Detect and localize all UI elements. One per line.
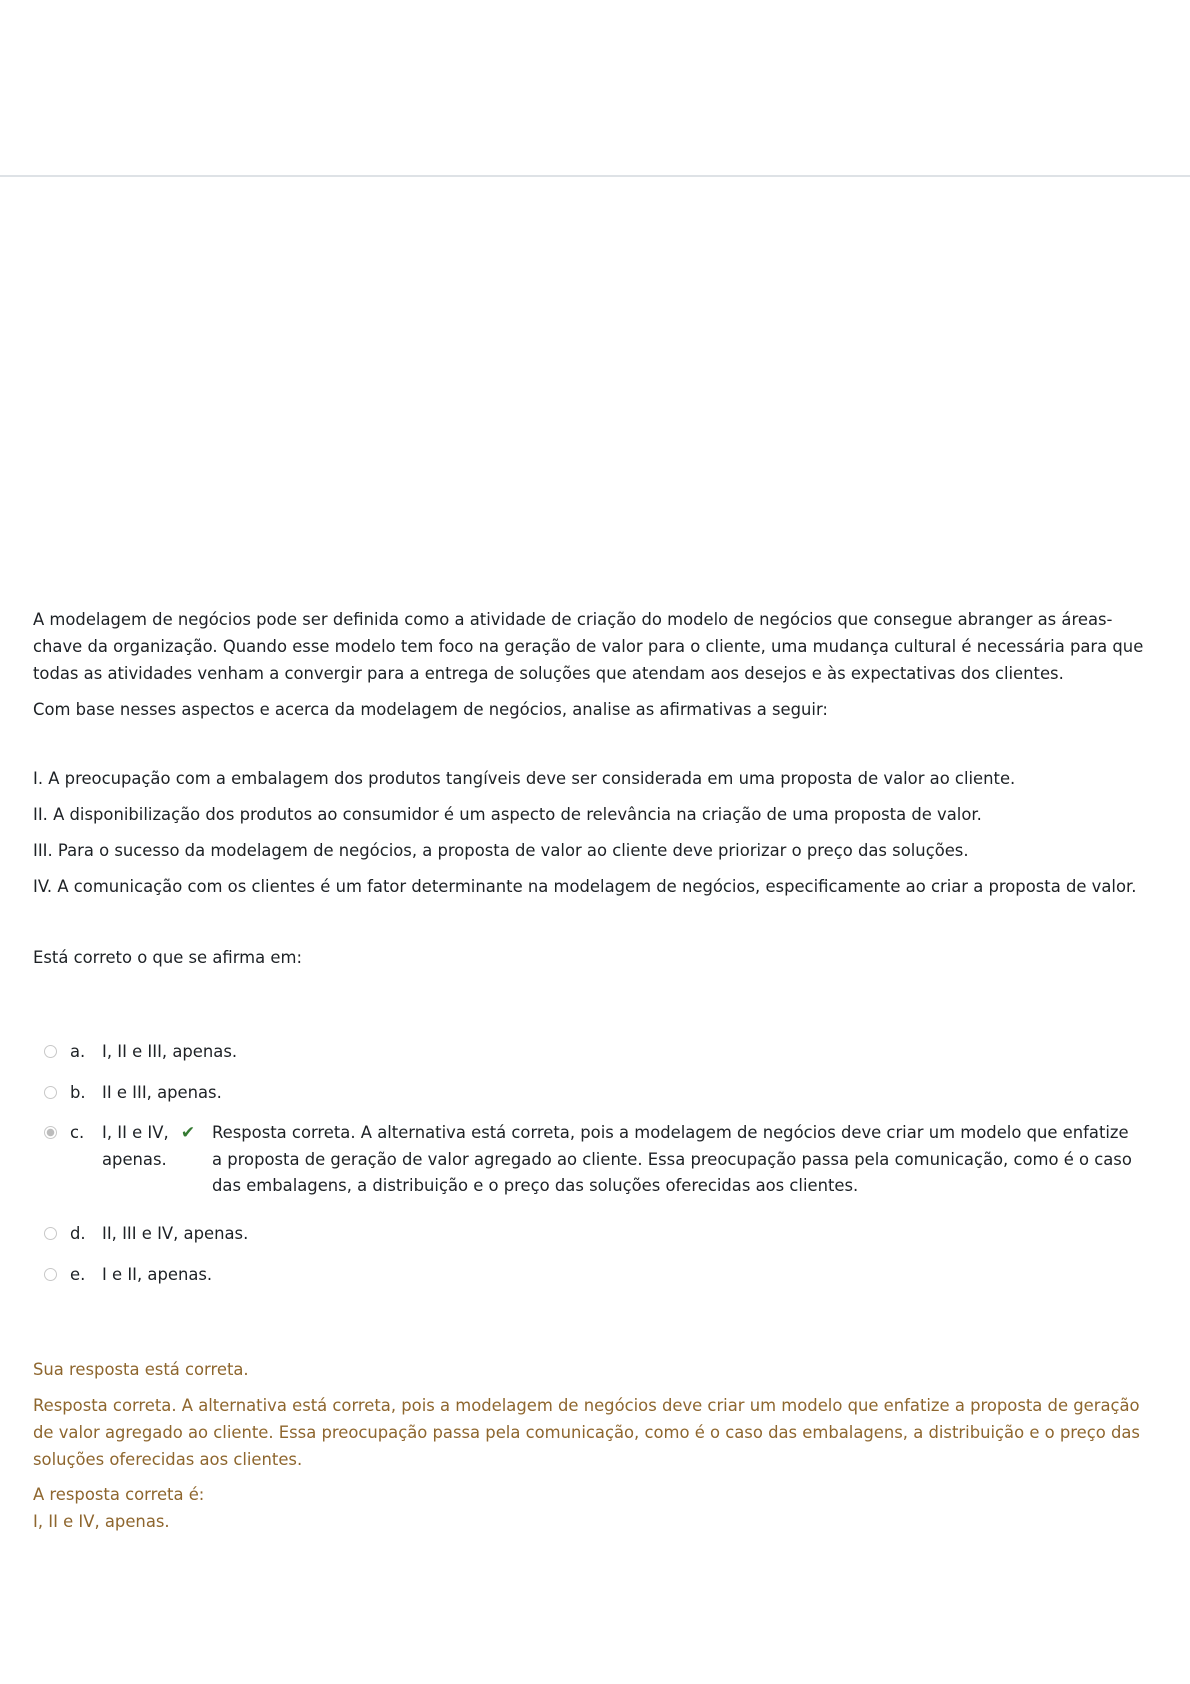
radio-e[interactable]	[44, 1268, 57, 1281]
option-c[interactable]	[44, 1120, 1154, 1200]
check-icon: ✔	[180, 1123, 196, 1143]
radio-d[interactable]	[44, 1227, 57, 1240]
radio-c-selected[interactable]	[44, 1126, 57, 1139]
option-letter: b.	[70, 1083, 86, 1102]
header-divider	[0, 175, 1190, 177]
option-text: II, III e IV, apenas.	[102, 1224, 249, 1243]
radio-b[interactable]	[44, 1086, 57, 1099]
question-prompt: Com base nesses aspectos e acerca da modelagem de negócios, analise as afirmativas a seguir:	[33, 700, 828, 719]
option-letter: d.	[70, 1224, 86, 1243]
statement-3: III. Para o sucesso da modelagem de negócios, a proposta de valor ao cliente deve priorizar o preço das soluções.	[33, 841, 969, 860]
option-text: I, II e III, apenas.	[102, 1042, 238, 1061]
option-letter: c.	[70, 1123, 85, 1142]
statement-4: IV. A comunicação com os clientes é um fator determinante na modelagem de negócios, especificamente ao criar a proposta de valor.	[33, 877, 1137, 896]
feedback-status: Sua resposta está correta.	[33, 1360, 249, 1379]
feedback-general: Resposta correta. A alternativa está correta, pois a modelagem de negócios deve criar um modelo que enfatize a proposta de geração de valor agregado ao cliente. Essa preocupação passa pela comunicação, como é o caso das embalagens, a distribuição e o preço das soluções oferecidas aos clientes.	[33, 1396, 1140, 1469]
radio-a[interactable]	[44, 1045, 57, 1058]
option-a[interactable]	[44, 1039, 1154, 1066]
option-text: I e II, apenas.	[102, 1265, 213, 1284]
option-text: I, II e IV, apenas.	[102, 1123, 169, 1169]
right-answer: I, II e IV, apenas.	[33, 1512, 170, 1531]
statement-1: I. A preocupação com a embalagem dos produtos tangíveis deve ser considerada em uma proposta de valor ao cliente.	[33, 769, 1016, 788]
option-letter: a.	[70, 1042, 86, 1061]
option-feedback: Resposta correta. A alternativa está correta, pois a modelagem de negócios deve criar um modelo que enfatize a proposta de geração de valor agregado ao cliente. Essa preocupação passa pela comunicação, como é o caso das embalagens, a distribuição e o preço das soluções oferecidas aos clientes.	[212, 1123, 1132, 1195]
question-ask: Está correto o que se afirma em:	[33, 948, 302, 967]
option-b[interactable]	[44, 1080, 1154, 1107]
question-intro: A modelagem de negócios pode ser definida como a atividade de criação do modelo de negócios que consegue abranger as áreas-chave da organização. Quando esse modelo tem foco na geração de valor para o cliente, uma mudança cultural é necessária para que todas as atividades venham a convergir para a entrega de soluções que atendam aos desejos e às expectativas dos clientes.	[33, 610, 1144, 683]
right-answer-label: A resposta correta é:	[33, 1485, 205, 1504]
option-text: II e III, apenas.	[102, 1083, 222, 1102]
option-letter: e.	[70, 1265, 86, 1284]
statement-2: II. A disponibilização dos produtos ao consumidor é um aspecto de relevância na criação de uma proposta de valor.	[33, 805, 982, 824]
option-e[interactable]	[44, 1262, 1154, 1289]
option-d[interactable]	[44, 1221, 1154, 1248]
